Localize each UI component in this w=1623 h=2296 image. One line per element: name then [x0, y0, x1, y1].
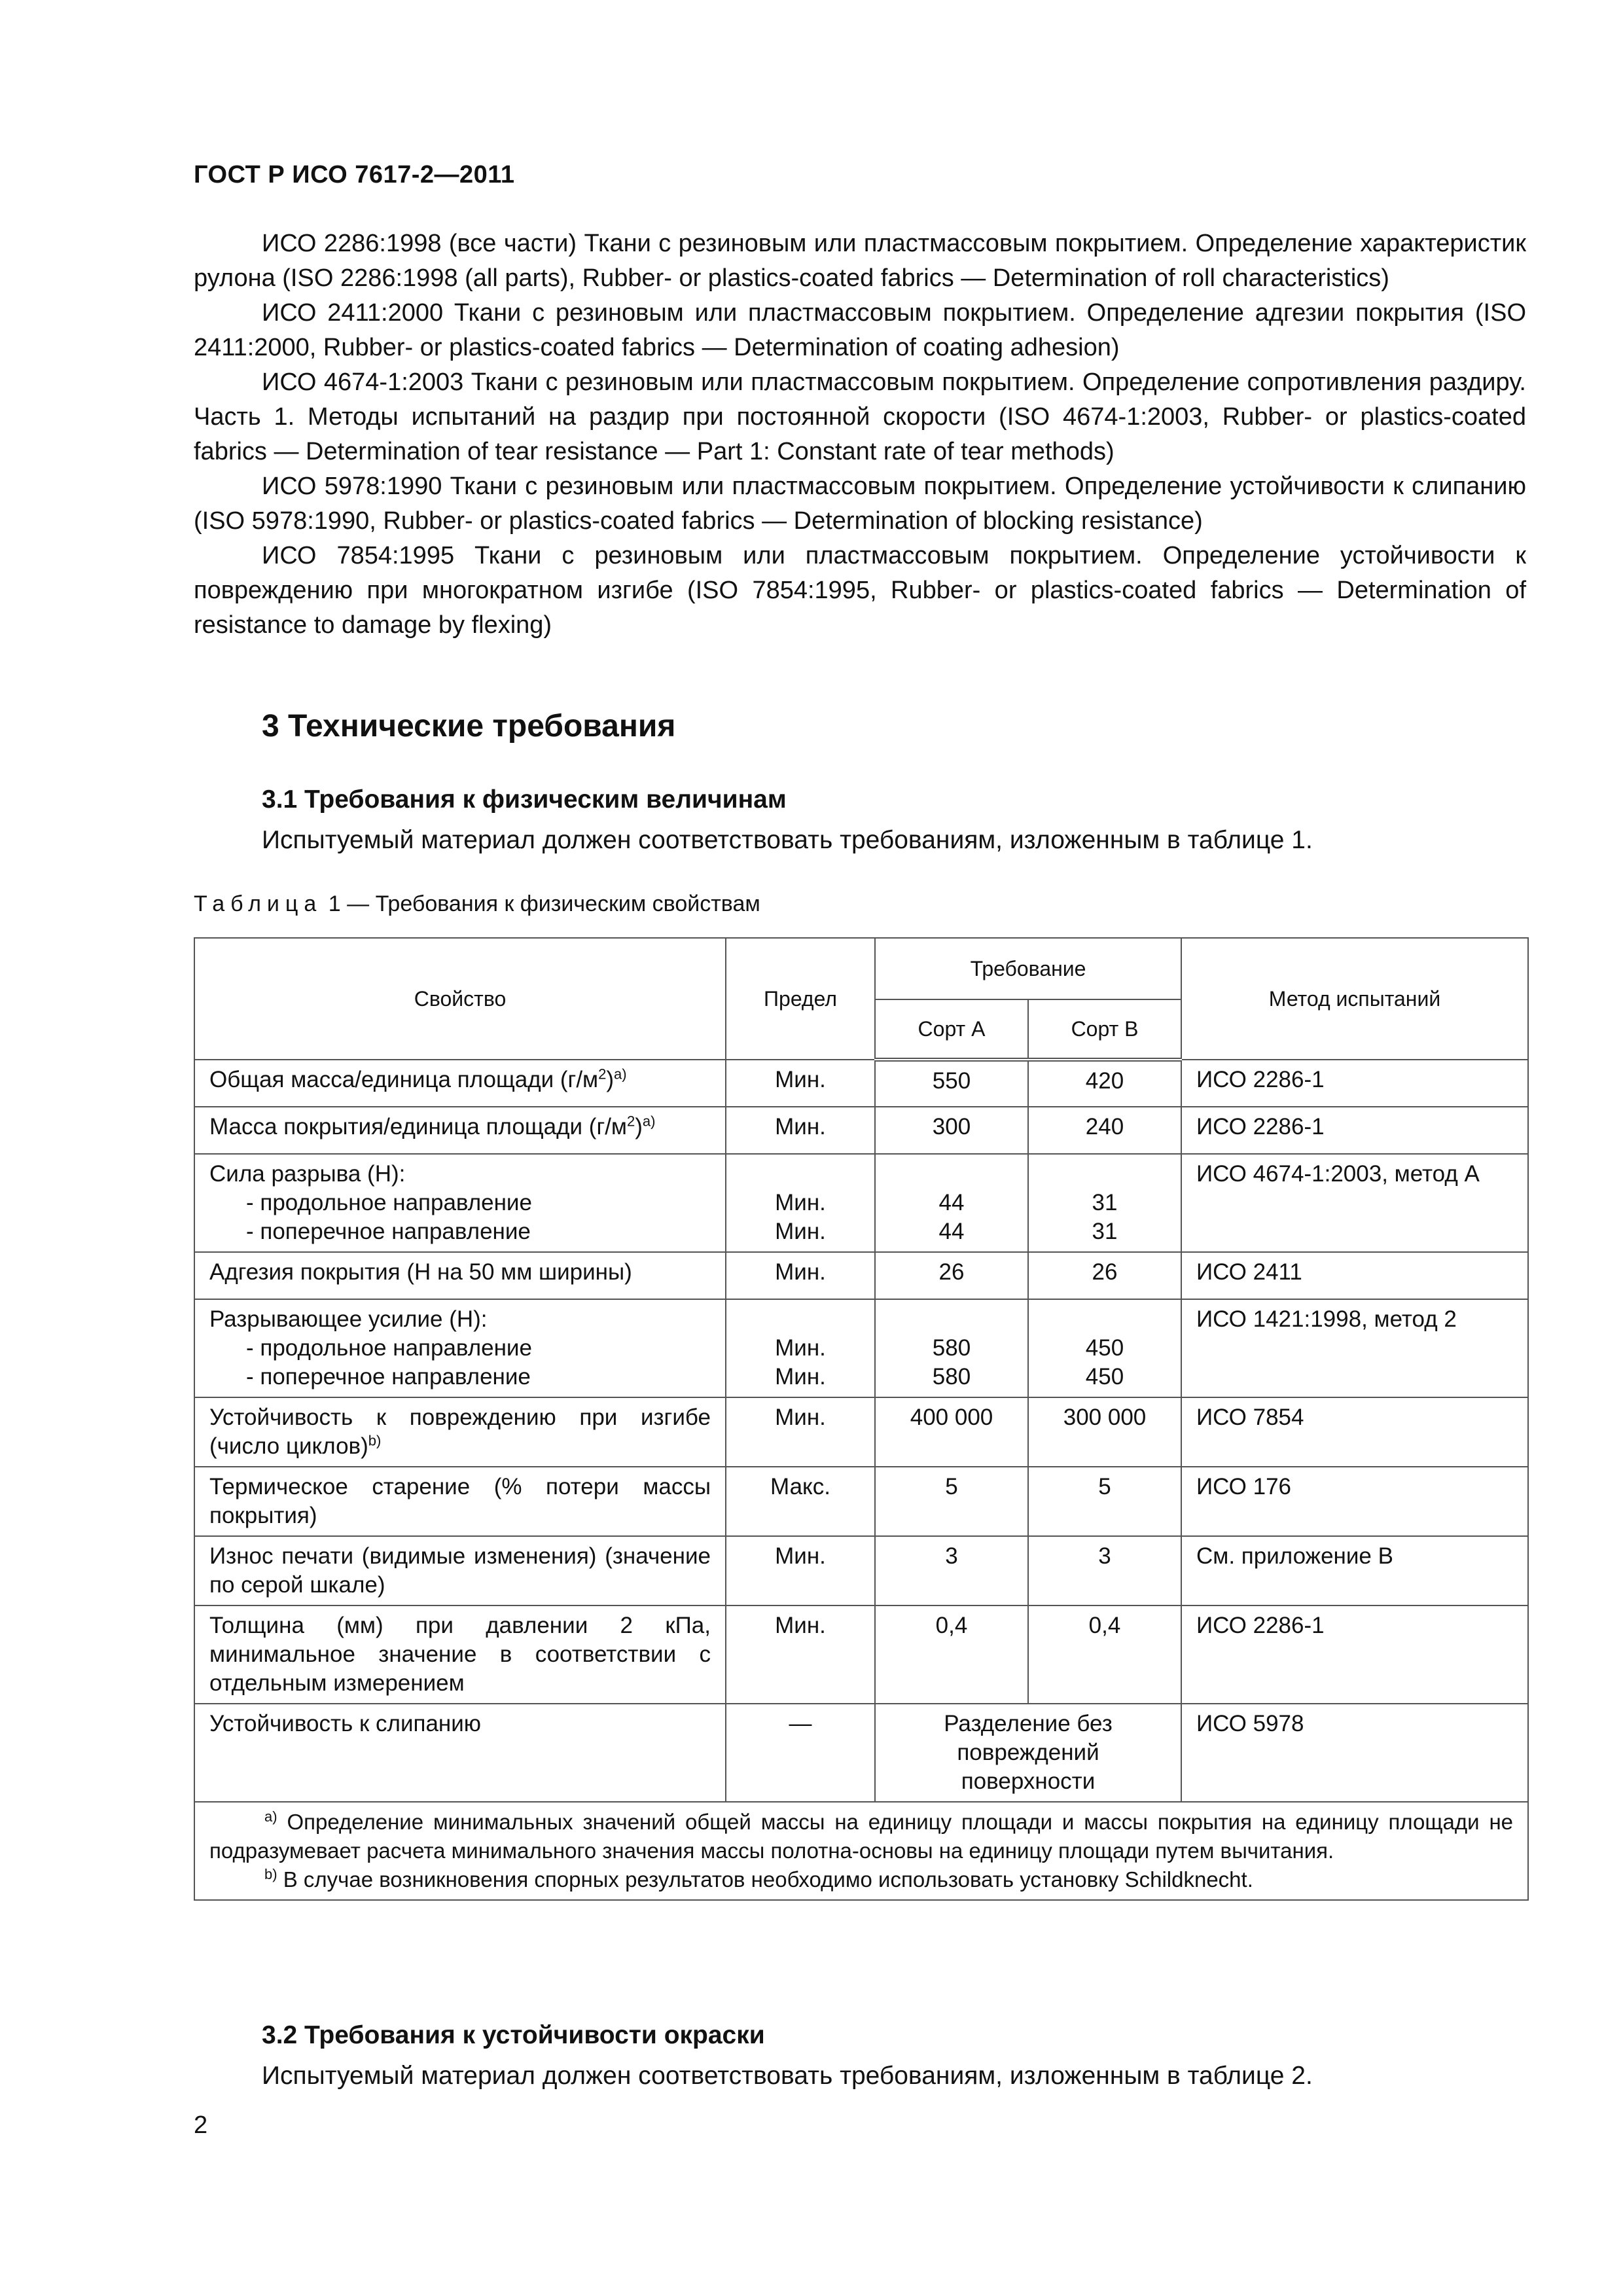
property-text: Масса покрытия/единица площади (г/м	[209, 1114, 627, 1139]
footnote-ref: b)	[368, 1432, 382, 1449]
grade-b-cell: 240	[1028, 1107, 1181, 1154]
document-header-code: ГОСТ Р ИСО 7617-2—2011	[194, 161, 515, 188]
grade-a-cell: 550	[875, 1060, 1028, 1107]
limit-cell: Мин.	[775, 1335, 826, 1361]
limit-cell: Мин.	[726, 1605, 875, 1704]
grade-a-cell: 3	[875, 1536, 1028, 1605]
limit-cell: Мин.	[726, 1252, 875, 1299]
method-cell: ИСО 5978	[1181, 1704, 1528, 1802]
grade-a-cell: 44	[938, 1219, 965, 1244]
limit-cell: —	[726, 1704, 875, 1802]
table-caption-label: Таблица	[194, 891, 323, 916]
grade-b-cell: 450	[1085, 1335, 1124, 1361]
header-grade-a: Сорт А	[875, 999, 1028, 1060]
grade-b-cell: 26	[1028, 1252, 1181, 1299]
section-title: 3 Технические требования	[262, 709, 676, 744]
limit-cell: Мин.	[726, 1397, 875, 1467]
page-number: 2	[194, 2111, 208, 2139]
header-requirement: Требование	[875, 938, 1181, 999]
method-cell: ИСО 4674-1:2003, метод А	[1181, 1154, 1528, 1252]
grade-a-cell: 580	[932, 1335, 971, 1361]
property-text: Износ печати (видимые изменения) (значение по серой шкале)	[194, 1536, 726, 1605]
table-row	[194, 1605, 1528, 1704]
grade-b-cell: 420	[1028, 1060, 1181, 1107]
property-text: Сила разрыва (Н):	[209, 1161, 406, 1187]
requirements-table	[194, 937, 1529, 1901]
table-row	[194, 1154, 1528, 1252]
grade-a-cell: 5	[875, 1467, 1028, 1536]
method-cell: ИСО 2411	[1181, 1252, 1528, 1299]
property-subitem: - продольное направление	[246, 1335, 532, 1361]
footnote-mark: b)	[264, 1866, 277, 1882]
footnote-a: $^{a)}$ Определение минимальных значений общей массы на единицу площади и массы покрытия на единицу площади не подразумевает расчета минимального значения массы полотна-основы на единицу площади путем вычитания.	[209, 1808, 1514, 1863]
limit-cell: Мин.	[775, 1364, 826, 1390]
reference-item: ИСО 4674-1:2003 Ткани с резиновым или пластмассовым покрытием. Определение сопротивления раздиру. Часть 1. Методы испытаний на раздир при постоянной скорости (ISO 4674-1:2003, Rubber- or plastics-coated fabrics — Determination of tear resistance — Part 1: Constant rate of tear methods)	[194, 368, 1526, 465]
table-row	[194, 1299, 1528, 1397]
grade-b-cell: 31	[1092, 1190, 1118, 1215]
property-text: Общая масса/единица площади (г/м	[209, 1067, 599, 1092]
footnote-ref: a)	[614, 1066, 627, 1083]
grade-ab-cell: Разделение без повреждений поверхности	[875, 1704, 1181, 1802]
table-row	[194, 1536, 1528, 1605]
grade-a-cell: 44	[938, 1190, 965, 1215]
table-row: Общая масса/единица площади $(г/м^2)^{a)}$ Мин. 550 420 ИСО 2286-1	[194, 1060, 1528, 1107]
grade-b-cell: 3	[1028, 1536, 1181, 1605]
grade-a-cell: 300	[875, 1107, 1028, 1154]
table-row	[194, 1397, 1528, 1467]
limit-cell: Мин.	[775, 1190, 826, 1215]
property-subitem: - поперечное направление	[246, 1219, 531, 1244]
footnote-b: $^{b)}$ В случае возникновения спорных результатов необходимо использовать установку Schildknecht.	[264, 1866, 1253, 1892]
method-cell: ИСО 2286-1	[1181, 1107, 1528, 1154]
reference-item: ИСО 7854:1995 Ткани с резиновым или пластмассовым покрытием. Определение устойчивости к повреждению при многократном изгибе (ISO 7854:1995, Rubber- or plastics-coated fabrics — Determination of resistance to damage by flexing)	[194, 542, 1526, 639]
footnote-ref: a)	[642, 1113, 656, 1130]
property-text: Разрывающее усилие (Н):	[209, 1306, 488, 1332]
header-method: Метод испытаний	[1181, 938, 1528, 1060]
grade-a-cell: 400 000	[875, 1397, 1028, 1467]
grade-b-cell: 450	[1085, 1364, 1124, 1390]
method-cell: ИСО 2286-1	[1181, 1605, 1528, 1704]
grade-a-cell: 580	[932, 1364, 971, 1390]
subsection-text: Испытуемый материал должен соответствовать требованиям, изложенным в таблице 2.	[262, 2062, 1313, 2090]
grade-a-cell: 0,4	[875, 1605, 1028, 1704]
method-cell: ИСО 2286-1	[1181, 1060, 1528, 1107]
grade-b-cell: 5	[1028, 1467, 1181, 1536]
method-cell: ИСО 176	[1181, 1467, 1528, 1536]
table-row: Масса покрытия/единица площади $(г/м^2)^{a)}$ Мин. 300 240 ИСО 2286-1	[194, 1107, 1528, 1154]
reference-item: ИСО 5978:1990 Ткани с резиновым или пластмассовым покрытием. Определение устойчивости к слипанию (ISO 5978:1990, Rubber- or plastics-coated fabrics — Determination of blocking resistance)	[194, 473, 1526, 535]
table-row	[194, 1467, 1528, 1536]
method-cell: ИСО 1421:1998, метод 2	[1181, 1299, 1528, 1397]
table-row	[194, 1704, 1528, 1802]
table-row	[194, 1252, 1528, 1299]
header-limit: Предел	[726, 938, 875, 1060]
property-text: Устойчивость к повреждению при изгибе (число циклов)	[209, 1405, 711, 1459]
grade-b-cell: 0,4	[1028, 1605, 1181, 1704]
property-subitem: - поперечное направление	[246, 1364, 531, 1390]
limit-cell: Мин.	[726, 1107, 875, 1154]
property-text: Термическое старение (% потери массы покрытия)	[194, 1467, 726, 1536]
method-cell: См. приложение В	[1181, 1536, 1528, 1605]
header-property: Свойство	[194, 938, 726, 1060]
reference-item: ИСО 2286:1998 (все части) Ткани с резиновым или пластмассовым покрытием. Определение характеристик рулона (ISO 2286:1998 (all parts), Rubber- or plastics-coated fabrics — Determination of roll characteristics)	[194, 230, 1526, 292]
property-subitem: - продольное направление	[246, 1190, 532, 1215]
limit-cell: Мин.	[726, 1060, 875, 1107]
subsection-title: 3.2 Требования к устойчивости окраски	[262, 2021, 765, 2049]
limit-cell: Мин.	[726, 1536, 875, 1605]
table-caption	[194, 891, 760, 917]
limit-cell: Макс.	[726, 1467, 875, 1536]
table-caption-text: 1 — Требования к физическим свойствам	[328, 891, 760, 916]
header-grade-b: Сорт В	[1028, 999, 1181, 1060]
method-cell: ИСО 7854	[1181, 1397, 1528, 1467]
normative-references	[194, 226, 1526, 643]
property-text: Адгезия покрытия (Н на 50 мм ширины)	[194, 1252, 726, 1299]
footnote-mark: a)	[264, 1808, 277, 1825]
grade-b-cell: 300 000	[1028, 1397, 1181, 1467]
table-footnotes	[194, 1802, 1528, 1900]
subsection-text: Испытуемый материал должен соответствовать требованиям, изложенным в таблице 1.	[262, 826, 1313, 854]
grade-b-cell: 31	[1092, 1219, 1118, 1244]
reference-item: ИСО 2411:2000 Ткани с резиновым или пластмассовым покрытием. Определение адгезии покрытия (ISO 2411:2000, Rubber- or plastics-coated fabrics — Determination of coating adhesion)	[194, 299, 1526, 361]
grade-a-cell: 26	[875, 1252, 1028, 1299]
property-text: Толщина (мм) при давлении 2 кПа, минимальное значение в соответствии с отдельным измерением	[194, 1605, 726, 1704]
property-text: Устойчивость к слипанию	[194, 1704, 726, 1802]
limit-cell: Мин.	[775, 1219, 826, 1244]
subsection-title: 3.1 Требования к физическим величинам	[262, 785, 787, 814]
